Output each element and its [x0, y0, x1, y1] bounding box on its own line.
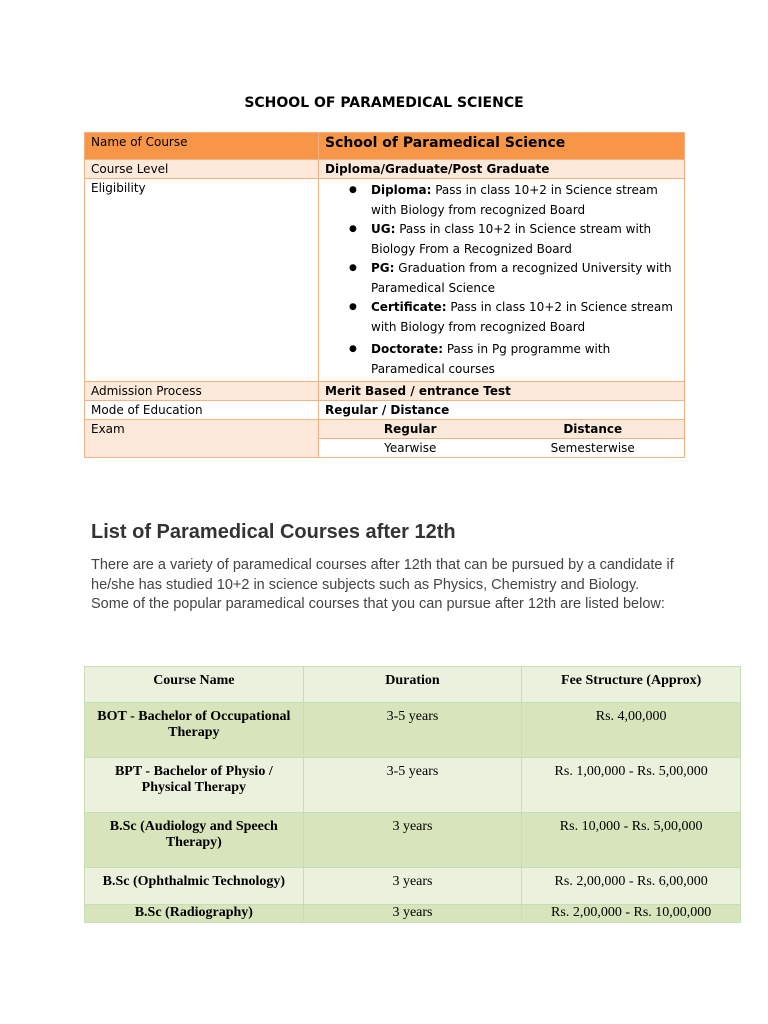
table-row	[85, 868, 741, 905]
exam-subtable	[319, 420, 684, 457]
duration-cell: 3 years	[303, 905, 522, 923]
row-admission	[85, 382, 685, 401]
fee-cell: Rs. 1,00,000 - Rs. 5,00,000	[522, 758, 741, 813]
fee-cell: Rs. 10,000 - Rs. 5,00,000	[522, 813, 741, 868]
eligibility-item	[371, 181, 678, 220]
section-heading: List of Paramedical Courses after 12th	[91, 521, 456, 543]
exam-cell	[319, 420, 685, 458]
level-value: Diploma/Graduate/Post Graduate	[319, 160, 685, 179]
row-mode	[85, 401, 685, 420]
courses-table	[84, 666, 741, 923]
duration-cell: 3 years	[303, 813, 522, 868]
courses-header-row	[85, 667, 741, 703]
eligibility-key: Diploma:	[371, 183, 432, 197]
eligibility-item	[371, 220, 678, 259]
eligibility-key: Doctorate:	[371, 342, 443, 356]
exam-header-regular: Regular	[383, 422, 437, 436]
eligibility-key: Certificate:	[371, 300, 447, 314]
course-name-cell: B.Sc (Ophthalmic Technology)	[85, 868, 304, 905]
admission-label: Admission Process	[85, 382, 319, 401]
course-name-cell: B.Sc (Audiology and Speech Therapy)	[85, 813, 304, 868]
exam-label: Exam	[85, 420, 319, 458]
duration-cell: 3 years	[303, 868, 522, 905]
course-name-cell: BOT - Bachelor of Occupational Therapy	[85, 703, 304, 758]
eligibility-item	[371, 340, 678, 379]
eligibility-cell	[319, 179, 685, 382]
eligibility-key: PG:	[371, 261, 395, 275]
header-fee: Fee Structure (Approx)	[522, 667, 741, 703]
header-duration: Duration	[303, 667, 522, 703]
row-course-level	[85, 160, 685, 179]
eligibility-list	[325, 181, 678, 379]
course-info-table	[84, 132, 685, 458]
name-value: School of Paramedical Science	[319, 133, 685, 160]
table-row	[85, 758, 741, 813]
section-paragraph: There are a variety of paramedical courses after 12th that can be pursued by a candidate if he/she has studied 10+2 in science subjects such as Physics, Chemistry and Biology. Some of the popular paramedical courses that you can pursue after 12th are listed below:	[91, 557, 674, 612]
table-row	[85, 905, 741, 923]
fee-cell: Rs. 2,00,000 - Rs. 10,00,000	[522, 905, 741, 923]
eligibility-text: Pass in class 10+2 in Science stream with Biology From a Recognized Board	[371, 222, 652, 256]
header-course-name: Course Name	[85, 667, 304, 703]
course-name-cell: BPT - Bachelor of Physio / Physical Therapy	[85, 758, 304, 813]
exam-value-regular: Yearwise	[384, 441, 437, 455]
eligibility-item	[371, 298, 678, 337]
eligibility-text: Pass in Pg programme with Paramedical courses	[371, 342, 611, 376]
admission-value: Merit Based / entrance Test	[319, 382, 685, 401]
page-title: SCHOOL OF PARAMEDICAL SCIENCE	[244, 95, 524, 111]
name-label: Name of Course	[85, 133, 319, 160]
eligibility-label: Eligibility	[85, 179, 319, 382]
exam-header-distance: Distance	[563, 422, 623, 436]
fee-cell: Rs. 4,00,000	[522, 703, 741, 758]
level-label: Course Level	[85, 160, 319, 179]
eligibility-text: Pass in class 10+2 in Science stream with Biology from recognized Board	[371, 300, 673, 334]
course-name-cell: B.Sc (Radiography)	[85, 905, 304, 923]
eligibility-text: Graduation from a recognized University with Paramedical Science	[371, 261, 672, 295]
fee-cell: Rs. 2,00,000 - Rs. 6,00,000	[522, 868, 741, 905]
exam-value-distance: Semesterwise	[550, 441, 635, 455]
mode-label: Mode of Education	[85, 401, 319, 420]
eligibility-text: Pass in class 10+2 in Science stream with Biology from recognized Board	[371, 183, 658, 217]
table-row	[85, 813, 741, 868]
row-exam	[85, 420, 685, 458]
row-name-of-course	[85, 133, 685, 160]
mode-value: Regular / Distance	[319, 401, 685, 420]
duration-cell: 3-5 years	[303, 703, 522, 758]
eligibility-item	[371, 259, 678, 298]
row-eligibility	[85, 179, 685, 382]
eligibility-key: UG:	[371, 222, 396, 236]
duration-cell: 3-5 years	[303, 758, 522, 813]
table-row	[85, 703, 741, 758]
